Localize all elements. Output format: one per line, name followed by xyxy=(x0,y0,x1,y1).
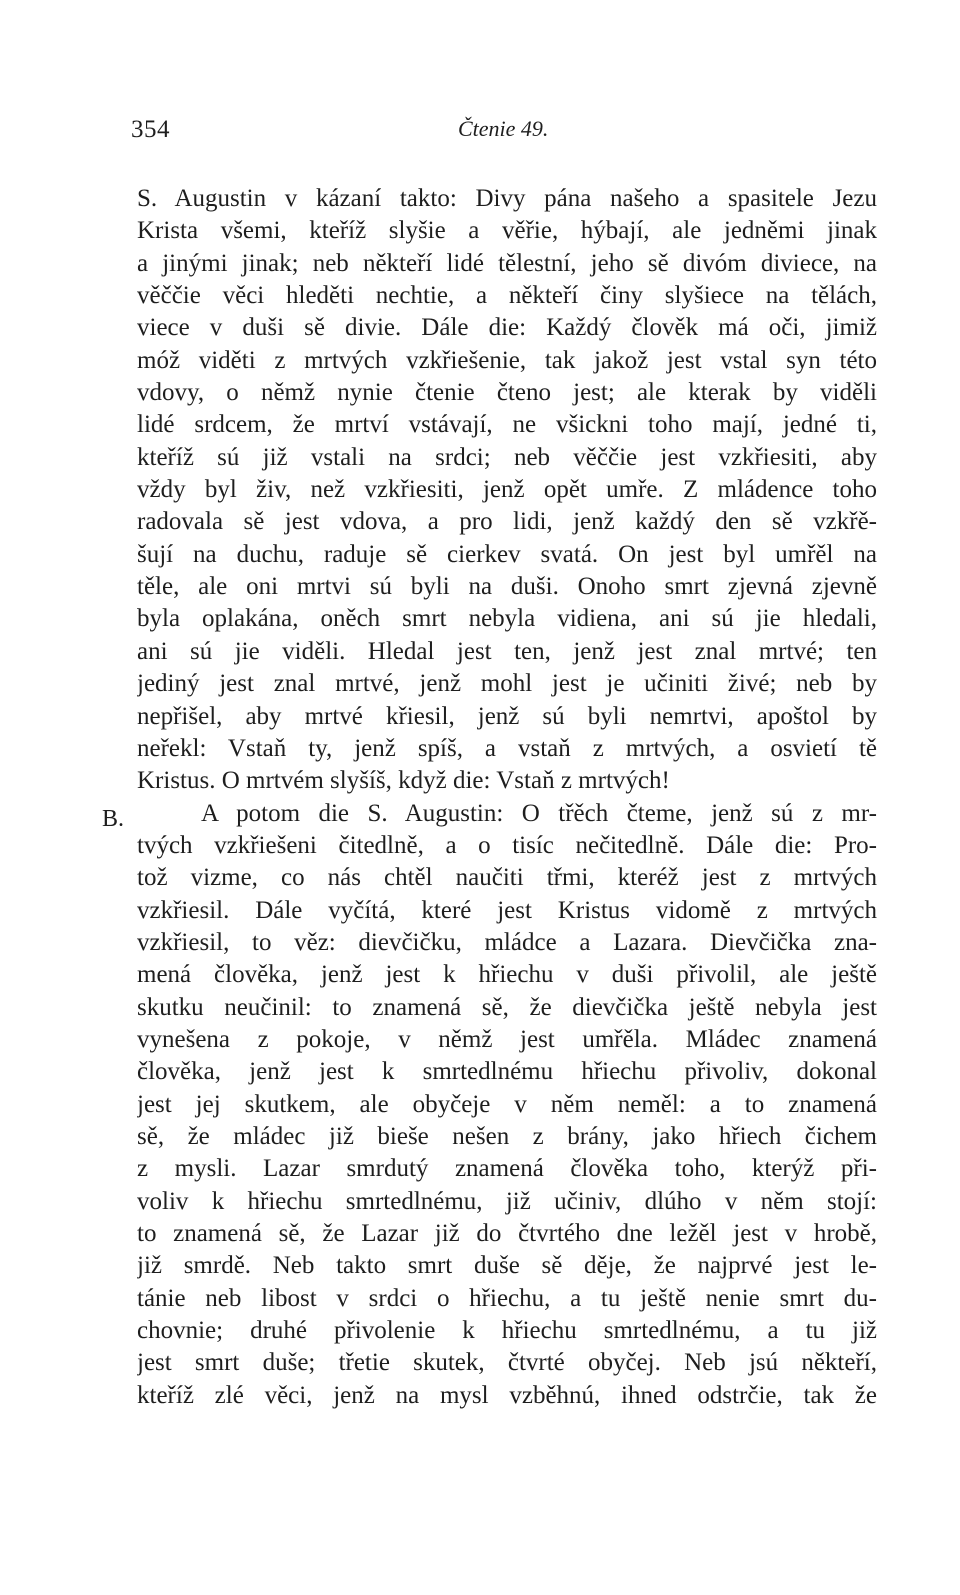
text-line: již smrdě. Neb takto smrt duše sě děje, že najprvé jest le- xyxy=(137,1252,877,1280)
text-line: neřekl: Vstaň ty, jenž spíš, a vstaň z mrtvých, a osvietí tě xyxy=(137,734,877,762)
margin-note: B. xyxy=(102,806,125,832)
text-line: jediný jest znal mrtvé, jenž mohl jest je učiniti živé; neb by xyxy=(137,670,877,698)
text-line: kteříž sú již vstali na srdci; neb věččie jest vzkřiesiti, aby xyxy=(137,443,877,471)
text-line: byla oplakána, oněch smrt nebyla vidiena, ani sú jie hledali, xyxy=(137,605,877,633)
text-line: nepřišel, aby mrtvé křiesil, jenž sú byli nemrtvi, apoštol by xyxy=(137,702,877,730)
text-line: skutku neučinil: to znamená sě, že dievčička ještě nebyla jest xyxy=(137,993,877,1021)
text-line: móž viděti z mrtvých vzkřiešenie, tak jakož jest vstal syn této xyxy=(137,346,877,374)
text-line: lidé srdcem, že mrtví vstávají, ne všickni toho mají, jedné ti, xyxy=(137,411,877,439)
text-line: S. Augustin v kázaní takto: Divy pána našeho a spasitele Jezu xyxy=(137,185,877,212)
text-line: chovnie; druhé přivolenie k hřiechu smrtedlnému, a tu již xyxy=(137,1317,877,1345)
text-line: člověka, jenž jest k smrtedlnému hřiechu přivoliv, dokonal xyxy=(137,1058,877,1086)
text-line: jest jej skutkem, ale obyčeje v něm neměl: a to znamená xyxy=(137,1090,877,1118)
page-number: 354 xyxy=(131,116,170,143)
text-line: to znamená sě, že Lazar již do čtvrtého dne ležěl jest v hrobě, xyxy=(137,1220,877,1247)
text-line: vzkřiesil. Dále vyčítá, které jest Kristus vidomě z mrtvých xyxy=(137,896,877,924)
text-line: těle, ale oni mrtvi sú byli na duši. Onoho smrt zjevná zjevně xyxy=(137,573,877,601)
text-line: tánie neb libost v srdci o hřiechu, a tu ještě nenie smrt du- xyxy=(137,1284,877,1312)
text-line: věččie věci hleděti nechtie, a někteří činy slyšiece na tělách, xyxy=(137,282,877,310)
text-line: voliv k hřiechu smrtedlnému, již učiniv, dlúho v něm stojí: xyxy=(137,1187,877,1215)
running-head: Čtenie 49. xyxy=(458,116,549,141)
text-line: z mysli. Lazar smrdutý znamená člověka toho, kterýž při- xyxy=(137,1155,877,1183)
body-text xyxy=(137,183,877,1412)
text-line: vdovy, o němž nynie čtenie čteno jest; ale kterak by viděli xyxy=(137,379,877,407)
text-line: mená člověka, jenž jest k hřiechu v duši přivolil, ale ještě xyxy=(137,961,877,989)
text-line: kteříž zlé věci, jenž na mysl vzběhnú, ihned odstrčie, tak že xyxy=(137,1381,877,1409)
text-line: Krista všemi, kteříž slyšie a věřie, hýbají, ale jedněmi jinak xyxy=(137,217,877,245)
text-line: viece v duši sě divie. Dále die: Každý člověk má oči, jimiž xyxy=(137,314,877,342)
text-line: A potom die S. Augustin: O třěch čteme, jenž sú z mr- xyxy=(201,799,877,827)
text-line: tvých vzkřiešeni čitedlně, a o tisíc nečitedlně. Dále die: Pro- xyxy=(137,831,877,859)
text-line: Kristus. O mrtvém slyšíš, když die: Vstaň z mrtvých! xyxy=(137,767,670,795)
text-line: vynešena z pokoje, v němž jest umřěla. Mládec znamená xyxy=(137,1025,877,1053)
text-line: radovala sě jest vdova, a pro lidi, jenž každý den sě vzkřě- xyxy=(137,508,877,536)
text-line: a jinými jinak; neb někteří lidé tělestní, jeho sě divóm diviece, na xyxy=(137,249,877,277)
text-line: tož vizme, co nás chtěl naučiti třmi, kteréž jest z mrtvých xyxy=(137,864,877,892)
text-line: vzkřiesil, to věz: dievčičku, mládce a Lazara. Dievčička zna- xyxy=(137,928,877,956)
text-line: ani sú jie viděli. Hledal jest ten, jenž jest znal mrtvé; ten xyxy=(137,637,877,665)
text-line: vždy byl živ, než vzkřiesiti, jenž opět umře. Z mládence toho xyxy=(137,476,877,504)
text-line: sě, že mládec již bieše nešen z brány, jako hřiech čichem xyxy=(137,1122,877,1150)
page-header xyxy=(0,116,960,148)
text-line: šují na duchu, raduje sě cierkev svatá. On jest byl umřěl na xyxy=(137,540,877,568)
text-line: jest smrt duše; třetie skutek, čtvrté obyčej. Neb jsú někteří, xyxy=(137,1349,877,1377)
